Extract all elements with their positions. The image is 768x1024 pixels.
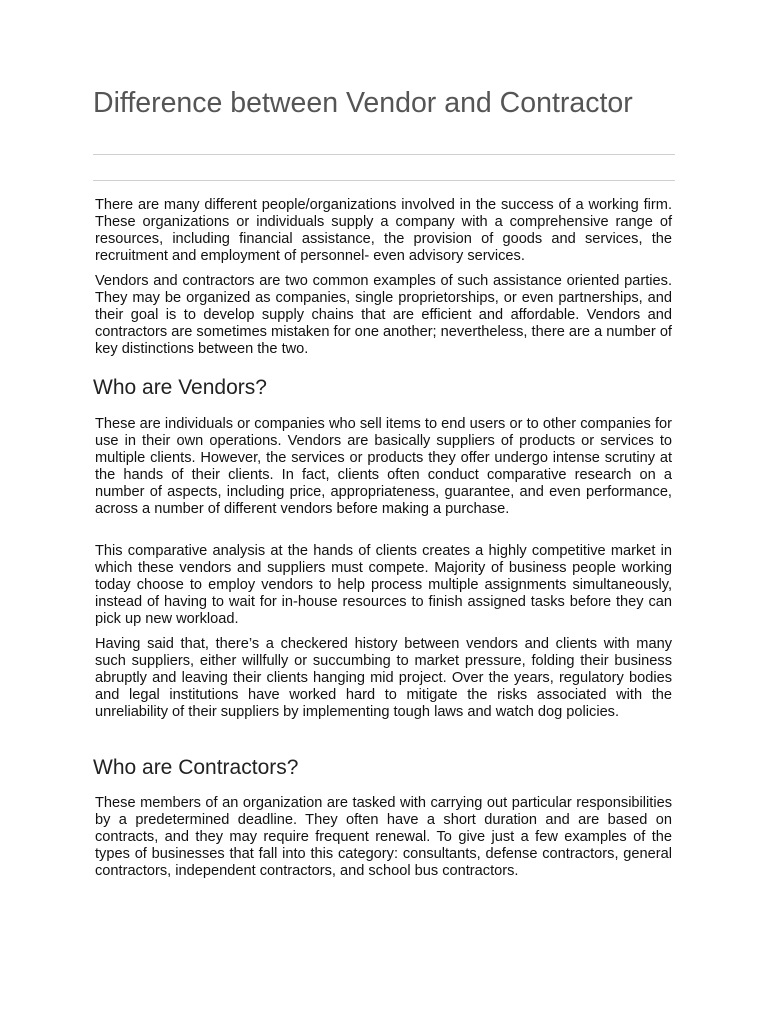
contractors-paragraph: These members of an organization are tasked with carrying out particular responsibilities by a predetermined deadline. They often have a short duration and are based on contracts, and they may require frequent renewal. To give just a few examples of the types of businesses that fall into this category: consultants, defense contractors, general contractors, independent contractors, and school bus contractors. (95, 795, 672, 879)
vendors-paragraph: This comparative analysis at the hands of clients creates a highly competitive market in which these vendors and suppliers must compete. Majority of business people working today choose to employ vendors to help process multiple assignments simultaneously, instead of having to wait for in-house resources to finish assigned tasks before they can pick up new workload. (95, 543, 672, 627)
section-heading-vendors: Who are Vendors? (93, 376, 267, 399)
title-divider-bottom (93, 180, 675, 181)
section-heading-contractors: Who are Contractors? (93, 756, 299, 779)
intro-paragraph: There are many different people/organizations involved in the success of a working firm. These organizations or individuals supply a company with a comprehensive range of resources, including financial assistance, the provision of goods and services, the recruitment and employment of personnel- even advisory services. (95, 197, 672, 264)
intro-paragraph: Vendors and contractors are two common examples of such assistance oriented parties. They may be organized as companies, single proprietorships, or even partnerships, and their goal is to develop supply chains that are efficient and affordable. Vendors and contractors are sometimes mistaken for one another; nevertheless, there are a number of key distinctions between the two. (95, 273, 672, 357)
page-title: Difference between Vendor and Contractor (93, 87, 633, 119)
vendors-paragraph: These are individuals or companies who sell items to end users or to other companies for use in their own operations. Vendors are basically suppliers of products or services to multiple clients. However, the services or products they offer undergo intense scrutiny at the hands of their clients. In fact, clients often conduct comparative research on a number of aspects, including price, appropriateness, guarantee, and even performance, across a number of different vendors before making a purchase. (95, 416, 672, 517)
title-divider-top (93, 154, 675, 155)
vendors-paragraph: Having said that, there’s a checkered history between vendors and clients with many such suppliers, either willfully or succumbing to market pressure, folding their business abruptly and leaving their clients hanging mid project. Over the years, regulatory bodies and legal institutions have worked hard to mitigate the risks associated with the unreliability of their suppliers by implementing tough laws and watch dog policies. (95, 636, 672, 720)
